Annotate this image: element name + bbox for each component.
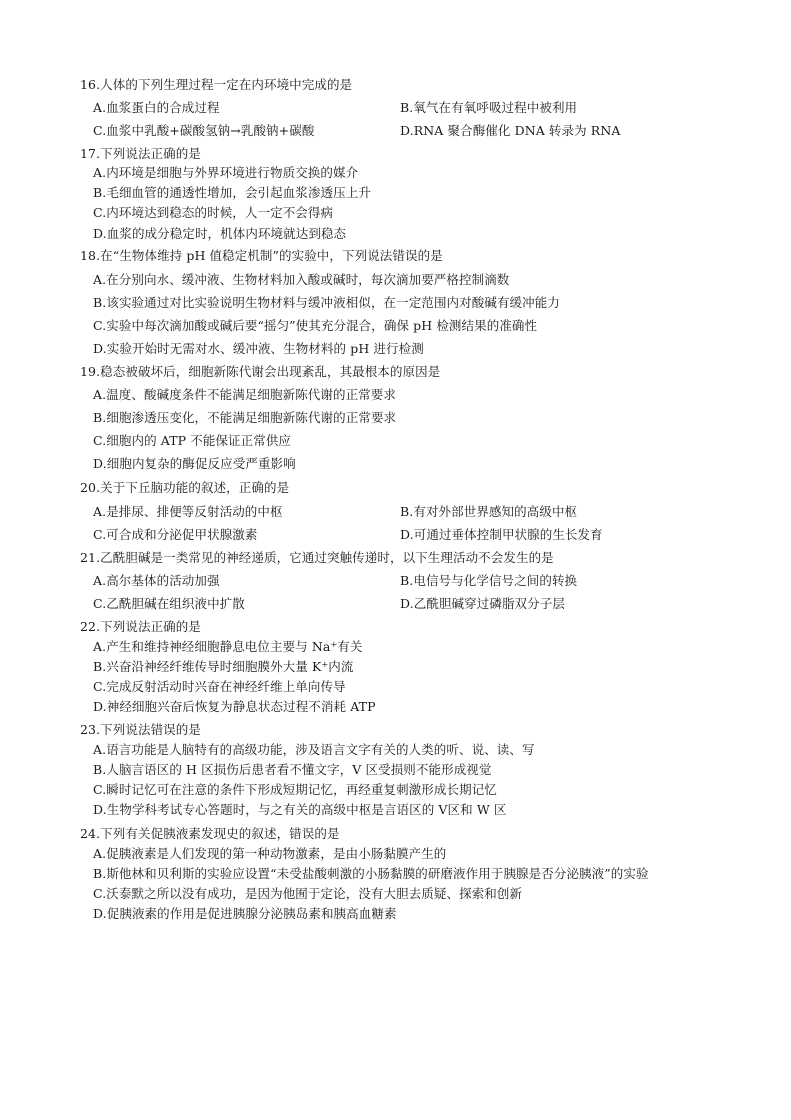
option-a: A.温度、酸碱度条件不能满足细胞新陈代谢的正常要求 — [93, 387, 397, 402]
option-b-text: B.兴奋沿神经纤维传导时细胞膜外大量 K — [93, 659, 322, 674]
option-a: A.高尔基体的活动加强 — [93, 573, 220, 588]
option-d: D.促胰液素的作用是促进胰腺分泌胰岛素和胰高血糖素 — [93, 906, 397, 921]
question-stem: 24.下列有关促胰液素发现史的叙述，错误的是 — [80, 826, 340, 841]
option-c: C.乙酰胆碱在组织液中扩散 — [93, 596, 245, 611]
option-b: B.该实验通过对比实验说明生物材料与缓冲液相似，在一定范围内对酸碱有缓冲能力 — [93, 295, 560, 310]
option-d: D.细胞内复杂的酶促反应受严重影响 — [93, 456, 296, 471]
option-c: C.完成反射活动时兴奋在神经纤维上单向传导 — [93, 679, 346, 694]
option-c: C.内环境达到稳态的时候，人一定不会得病 — [93, 205, 334, 220]
option-b: B.斯他林和贝利斯的实验应设置“未受盐酸刺激的小肠黏膜的研磨液作用于胰腺是否分泌胰液”的实验 — [93, 866, 649, 881]
option-c: C.血浆中乳酸+碳酸氢钠→乳酸钠+碳酸 — [93, 123, 315, 138]
option-b: B.电信号与化学信号之间的转换 — [400, 573, 578, 588]
question-stem: 20.关于下丘脑功能的叙述，正确的是 — [80, 480, 290, 495]
option-a: A.是排尿、排便等反射活动的中枢 — [93, 504, 283, 519]
option-a — [93, 638, 362, 656]
option-b-suffix: 内流 — [328, 659, 354, 674]
superscript-plus: + — [330, 640, 338, 649]
option-a: A.在分别向水、缓冲液、生物材料加入酸或碱时，每次滴加要严格控制滴数 — [93, 272, 510, 287]
option-a: A.血浆蛋白的合成过程 — [93, 100, 220, 115]
option-d: D.可通过垂体控制甲状腺的生长发育 — [400, 527, 603, 542]
question-stem: 17.下列说法正确的是 — [80, 146, 201, 161]
option-d: D.生物学科考试专心答题时，与之有关的高级中枢是言语区的 V区和 W 区 — [93, 802, 507, 817]
option-d: D.乙酰胆碱穿过磷脂双分子层 — [400, 596, 565, 611]
question-stem: 18.在“生物体维持 pH 值稳定机制”的实验中，下列说法错误的是 — [80, 248, 443, 263]
question-stem: 21.乙酰胆碱是一类常见的神经递质，它通过突触传递时，以下生理活动不会发生的是 — [80, 550, 554, 565]
option-b: B.毛细血管的通透性增加，会引起血浆渗透压上升 — [93, 185, 371, 200]
option-b: B.氧气在有氧呼吸过程中被利用 — [400, 100, 578, 115]
option-a: A.语言功能是人脑特有的高级功能，涉及语言文字有关的人类的听、说、读、写 — [93, 742, 535, 757]
option-b — [93, 658, 354, 676]
option-d: D.血浆的成分稳定时，机体内环境就达到稳态 — [93, 226, 347, 241]
question-stem: 19.稳态被破坏后，细胞新陈代谢会出现紊乱，其最根本的原因是 — [80, 364, 441, 379]
question-stem: 22.下列说法正确的是 — [80, 619, 201, 634]
superscript-plus: + — [321, 660, 329, 669]
option-d: D.神经细胞兴奋后恢复为静息状态过程不消耗 ATP — [93, 699, 376, 714]
option-c: C.实验中每次滴加酸或碱后要“摇匀”使其充分混合，确保 pH 检测结果的准确性 — [93, 318, 538, 333]
question-stem: 23.下列说法错误的是 — [80, 722, 201, 737]
option-c: C.瞬时记忆可在注意的条件下形成短期记忆，再经重复刺激形成长期记忆 — [93, 782, 497, 797]
option-a-text: A.产生和维持神经细胞静息电位主要与 Na — [93, 639, 331, 654]
option-b: B.人脑言语区的 H 区损伤后患者看不懂文字，V 区受损则不能形成视觉 — [93, 762, 492, 777]
option-a-suffix: 有关 — [337, 639, 363, 654]
option-d: D.RNA 聚合酶催化 DNA 转录为 RNA — [400, 123, 621, 138]
option-b: B.细胞渗透压变化，不能满足细胞新陈代谢的正常要求 — [93, 410, 397, 425]
option-d: D.实验开始时无需对水、缓冲液、生物材料的 pH 进行检测 — [93, 341, 424, 356]
option-c: C.沃泰默之所以没有成功，是因为他囿于定论，没有大胆去质疑、探索和创新 — [93, 886, 523, 901]
option-a: A.促胰液素是人们发现的第一种动物激素，是由小肠黏膜产生的 — [93, 846, 447, 861]
option-c: C.可合成和分泌促甲状腺激素 — [93, 527, 258, 542]
question-stem: 16.人体的下列生理过程一定在内环境中完成的是 — [80, 77, 353, 92]
option-a: A.内环境是细胞与外界环境进行物质交换的媒介 — [93, 165, 359, 180]
option-c: C.细胞内的 ATP 不能保证正常供应 — [93, 433, 292, 448]
option-b: B.有对外部世界感知的高级中枢 — [400, 504, 578, 519]
